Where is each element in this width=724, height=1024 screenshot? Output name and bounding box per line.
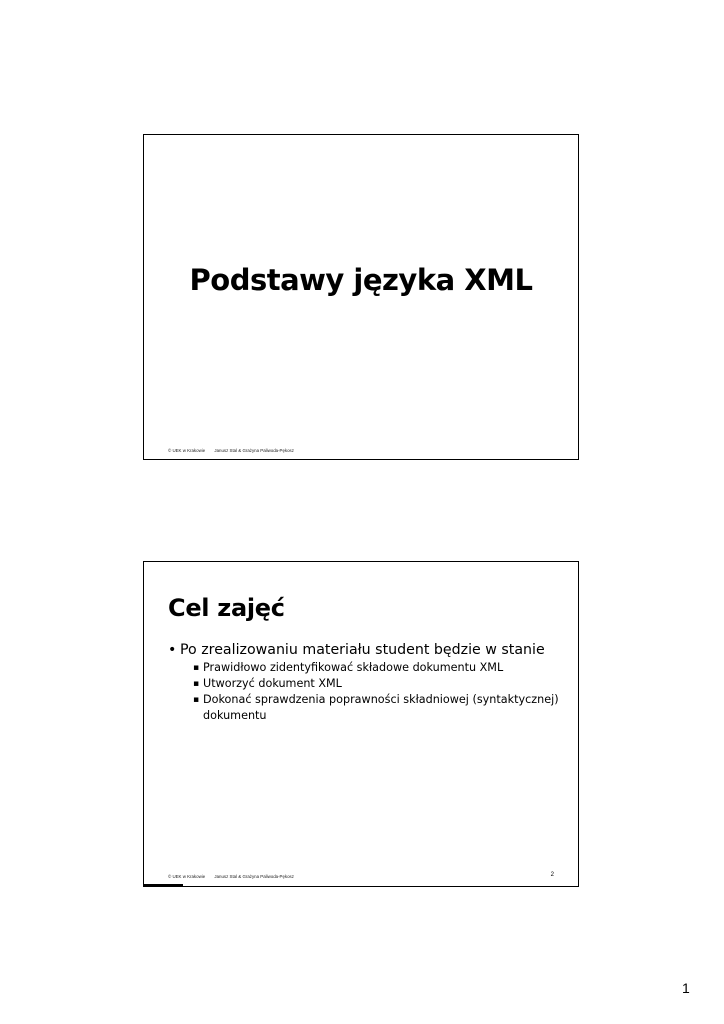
sub-bullet-list	[168, 660, 562, 724]
sub-bullet-text: Dokonać sprawdzenia poprawności składniowej (syntaktycznej) dokumentu	[203, 693, 559, 722]
footer-institution: © UEK w Krakowie	[168, 874, 206, 879]
bullet-icon: •	[168, 642, 177, 658]
footer-authors: Janusz Stal & Grażyna Paliwoda-Pękosz	[214, 448, 294, 453]
sub-bullet-item	[192, 692, 562, 724]
slide-progress-bar	[144, 884, 183, 887]
footer-authors: Janusz Stal & Grażyna Paliwoda-Pękosz	[214, 874, 294, 879]
slide-title: Cel zajęć	[168, 594, 285, 622]
sub-bullet-text: Prawidłowo zidentyfikować składowe dokumentu XML	[203, 661, 504, 674]
sub-bullet-item	[192, 676, 562, 692]
bullet-item	[168, 641, 562, 659]
sub-bullet-item	[192, 660, 562, 676]
bullet-text: Po zrealizowaniu materiału student będzie w stanie	[180, 642, 545, 658]
slide-title: Podstawy języka XML	[189, 263, 533, 297]
footer-institution: © UEK w Krakowie	[168, 448, 206, 453]
slide-number: 2	[550, 872, 554, 878]
slide-body	[168, 641, 562, 724]
slide-footer	[168, 874, 294, 879]
slide-2	[143, 561, 579, 887]
page-number: 1	[682, 980, 690, 996]
slide-1	[143, 134, 579, 460]
sub-bullet-text: Utworzyć dokument XML	[203, 677, 342, 690]
slide-footer	[168, 448, 294, 453]
sub-bullet-icon: ▪	[193, 663, 200, 673]
sub-bullet-icon: ▪	[193, 695, 200, 705]
sub-bullet-icon: ▪	[193, 679, 200, 689]
